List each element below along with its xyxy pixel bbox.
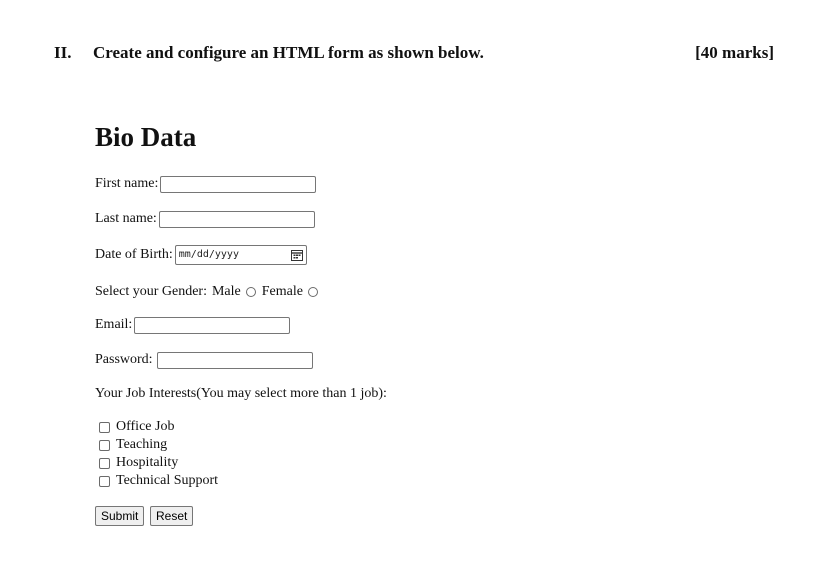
question-marks: [40 marks] [695,43,774,62]
last-name-label: Last name: [95,211,157,226]
question-number: II. [54,43,72,62]
first-name-row [95,174,316,194]
last-name-row [95,209,315,229]
technical-support-checkbox[interactable] [99,476,110,487]
password-label: Password: [95,352,153,367]
password-input[interactable] [157,352,313,369]
gender-male-radio[interactable] [246,287,256,297]
interest-item [99,418,174,436]
email-row [95,315,290,335]
email-input[interactable] [134,317,290,334]
dob-label: Date of Birth: [95,247,173,262]
teaching-checkbox[interactable] [99,440,110,451]
question-text: Create and configure an HTML form as shown below. [93,43,484,62]
gender-option-label: Female [261,284,303,299]
gender-option-label: Male [211,284,241,299]
reset-button[interactable]: Reset [150,506,193,526]
calendar-icon[interactable] [291,249,303,261]
submit-button[interactable]: Submit [95,506,144,526]
gender-female-radio[interactable] [308,287,318,297]
interest-label: Teaching [116,437,168,452]
last-name-input[interactable] [159,211,315,228]
interests-heading-row [95,384,387,404]
first-name-label: First name: [95,176,159,191]
gender-label: Select your Gender: [95,284,207,299]
interest-item [99,436,167,454]
dob-row [95,245,307,265]
password-row [95,350,313,370]
interest-label: Technical Support [116,473,219,488]
dob-placeholder: mm/dd/yyyy [178,249,239,260]
interest-label: Hospitality [116,455,179,470]
interest-item [99,472,218,490]
interest-label: Office Job [116,419,175,434]
office-job-checkbox[interactable] [99,422,110,433]
gender-row [95,282,324,302]
dob-input[interactable] [175,245,307,265]
interests-label: Your Job Interests(You may select more than 1 job): [95,386,387,401]
form-title: Bio Data [95,122,197,152]
first-name-input[interactable] [160,176,316,193]
interest-item [99,454,178,472]
hospitality-checkbox[interactable] [99,458,110,469]
email-label: Email: [95,317,133,332]
